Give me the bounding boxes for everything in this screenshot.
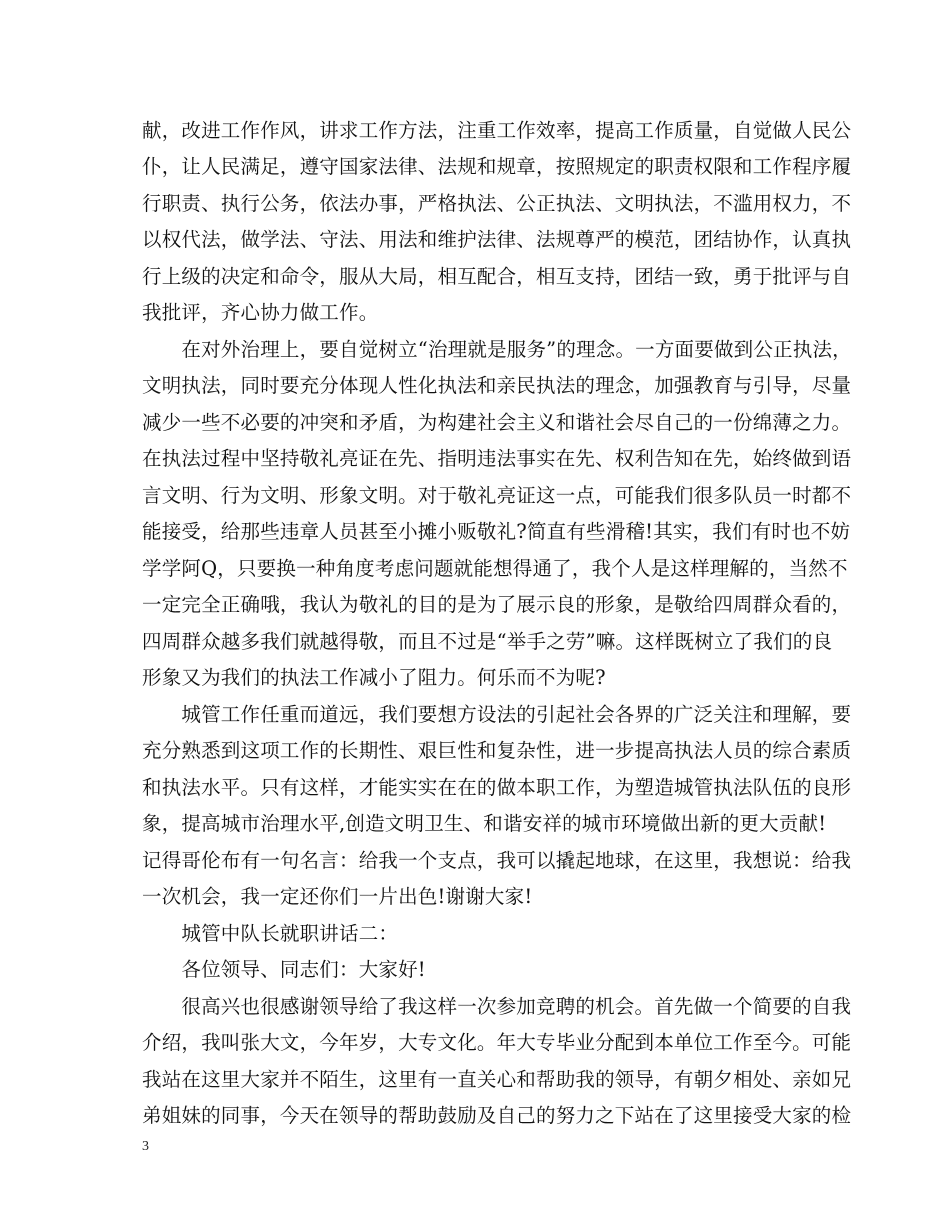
text-line: 言文明、行为文明、形象文明。对于敬礼亮证这一点，可能我们很多队员一时都不 <box>142 484 852 507</box>
text-line: 和执法水平。只有这样，才能实实在在的做本职工作，为塑造城管执法队伍的良形 <box>142 776 852 799</box>
text-line: 我批评，齐心协力做工作。 <box>142 301 379 324</box>
text-line: 能接受，给那些违章人员甚至小摊小贩敬礼?简直有些滑稽!其实，我们有时也不妨 <box>142 520 851 543</box>
text-line: 城管工作任重而道远，我们要想方设法的引起社会各界的广泛关注和理解，要 <box>142 703 852 726</box>
text-line: 文明执法，同时要充分体现人性化执法和亲民执法的理念，加强教育与引导，尽量 <box>142 374 852 397</box>
text-line: 很高兴也很感谢领导给了我这样一次参加竞聘的机会。首先做一个简要的自我 <box>142 995 852 1018</box>
text-line: 一次机会，我一定还你们一片出色!谢谢大家! <box>142 885 533 908</box>
text-line: 在执法过程中坚持敬礼亮证在先、指明违法事实在先、权利告知在先，始终做到语 <box>142 447 852 470</box>
text-line: 形象又为我们的执法工作减小了阻力。何乐而不为呢? <box>142 666 606 689</box>
text-line: 献，改进工作作风，讲求工作方法，注重工作效率，提高工作质量，自觉做人民公 <box>142 119 852 142</box>
text-line: 行上级的决定和命令，服从大局，相互配合，相互支持，团结一致，勇于批评与自 <box>142 265 852 288</box>
text-line: 介绍，我叫张大文，今年岁，大专文化。年大专毕业分配到本单位工作至今。可能 <box>142 1031 852 1054</box>
text-line: 我站在这里大家并不陌生，这里有一直关心和帮助我的领导，有朝夕相处、亲如兄 <box>142 1068 852 1091</box>
text-line: 各位领导、同志们：大家好! <box>142 958 426 981</box>
text-line: 行职责、执行公务，依法办事，严格执法、公正执法、文明执法，不滥用权力，不 <box>142 192 852 215</box>
text-line: 以权代法，做学法、守法、用法和维护法律、法规尊严的模范，团结协作，认真执 <box>142 228 852 251</box>
text-line: 城管中队长就职讲话二： <box>142 922 399 945</box>
text-line: 象，提高城市治理水平,创造文明卫生、和谐安祥的城市环境做出新的更大贡献! <box>142 812 827 835</box>
text-line: 记得哥伦布有一句名言：给我一个支点，我可以撬起地球，在这里，我想说：给我 <box>142 849 852 872</box>
text-line: 四周群众越多我们就越得敬，而且不过是“举手之劳”嘛。这样既树立了我们的良 <box>142 630 833 653</box>
text-line: 充分熟悉到这项工作的长期性、艰巨性和复杂性，进一步提高执法人员的综合素质 <box>142 739 852 762</box>
text-line: 一定完全正确哦，我认为敬礼的目的是为了展示良的形象，是敬给四周群众看的， <box>142 593 852 616</box>
text-line: 学学阿Q，只要换一种角度考虑问题就能想得通了，我个人是这样理解的，当然不 <box>142 557 848 580</box>
text-line: 减少一些不必要的冲突和矛盾，为构建社会主义和谐社会尽自己的一份绵薄之力。 <box>142 411 852 434</box>
text-line: 在对外治理上，要自觉树立“治理就是服务”的理念。一方面要做到公正执法， <box>142 338 852 361</box>
text-line: 仆，让人民满足，遵守国家法律、法规和规章，按照规定的职责权限和工作程序履 <box>142 155 852 178</box>
text-line: 弟姐妹的同事，今天在领导的帮助鼓励及自己的努力之下站在了这里接受大家的检 <box>142 1104 852 1127</box>
page-number: 3 <box>142 1139 149 1154</box>
